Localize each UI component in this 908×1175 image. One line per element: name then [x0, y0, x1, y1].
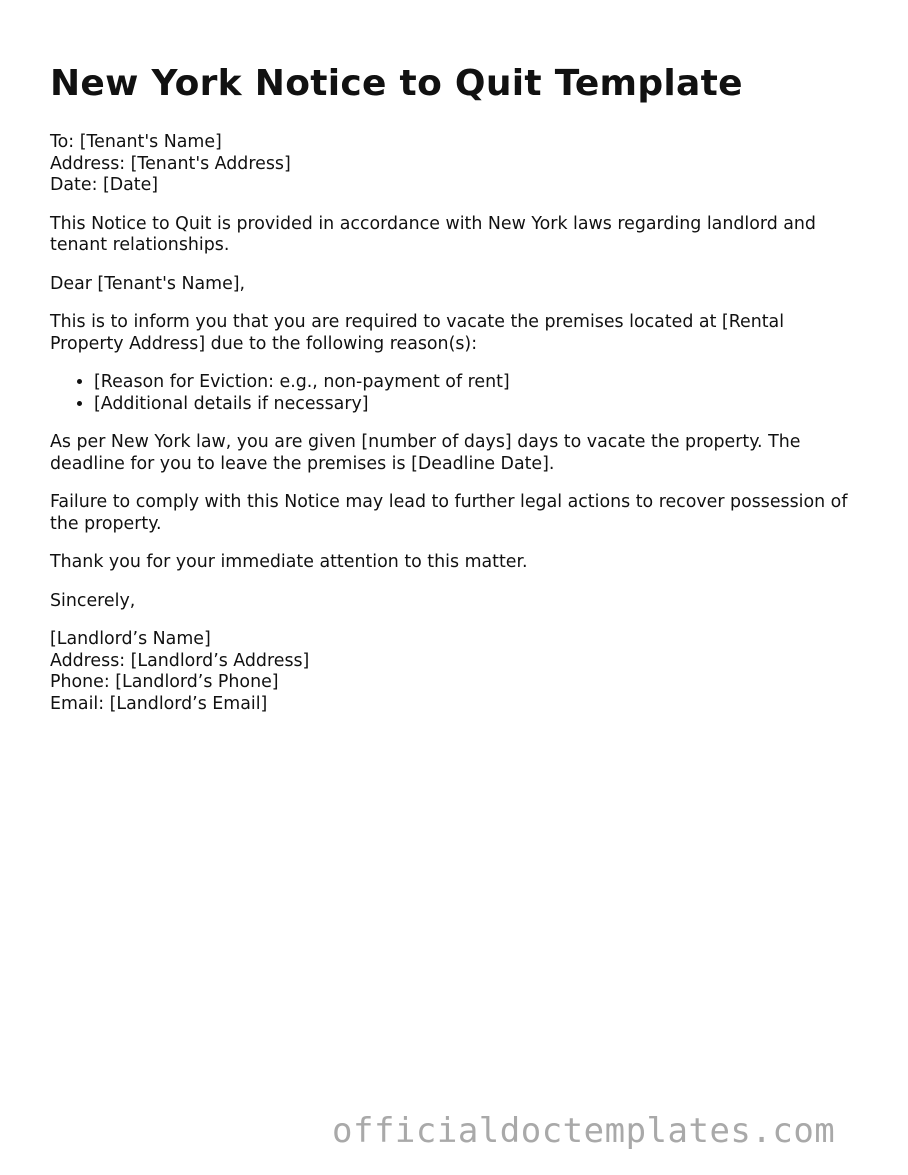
site-watermark: officialdoctemplates.com — [332, 1111, 836, 1151]
document-title: New York Notice to Quit Template — [50, 63, 743, 104]
recipient-block — [50, 132, 860, 197]
inform-paragraph: This is to inform you that you are required to vacate the premises located at [Rental Property Address] due to the following reason(s): — [50, 312, 785, 354]
signature-block — [50, 629, 860, 715]
landlord-email: Email: [Landlord’s Email] — [50, 693, 268, 714]
thanks-paragraph: Thank you for your immediate attention to this matter. — [50, 552, 528, 572]
reason-item: • [Additional details if necessary] — [94, 394, 860, 416]
salutation: Dear [Tenant's Name], — [50, 273, 246, 294]
notice-date: Date: [Date] — [50, 175, 159, 195]
intro-paragraph: This Notice to Quit is provided in accordance with New York laws regarding landlord and tenant relationships. — [50, 213, 816, 255]
landlord-phone: Phone: [Landlord’s Phone] — [50, 672, 279, 692]
recipient-address: Address: [Tenant's Address] — [50, 153, 291, 174]
document-page — [50, 62, 860, 715]
closing: Sincerely, — [50, 590, 136, 611]
reason-item: • [Reason for Eviction: e.g., non-payment of rent] — [94, 372, 860, 394]
failure-paragraph: Failure to comply with this Notice may lead to further legal actions to recover possession of the property. — [50, 492, 848, 534]
reasons-list — [50, 372, 860, 415]
landlord-address: Address: [Landlord’s Address] — [50, 650, 310, 671]
recipient-to: To: [Tenant's Name] — [50, 132, 222, 152]
deadline-paragraph: As per New York law, you are given [number of days] days to vacate the property. The deadline for you to leave the premises is [Deadline Date]. — [50, 432, 801, 474]
landlord-name: [Landlord’s Name] — [50, 629, 211, 649]
